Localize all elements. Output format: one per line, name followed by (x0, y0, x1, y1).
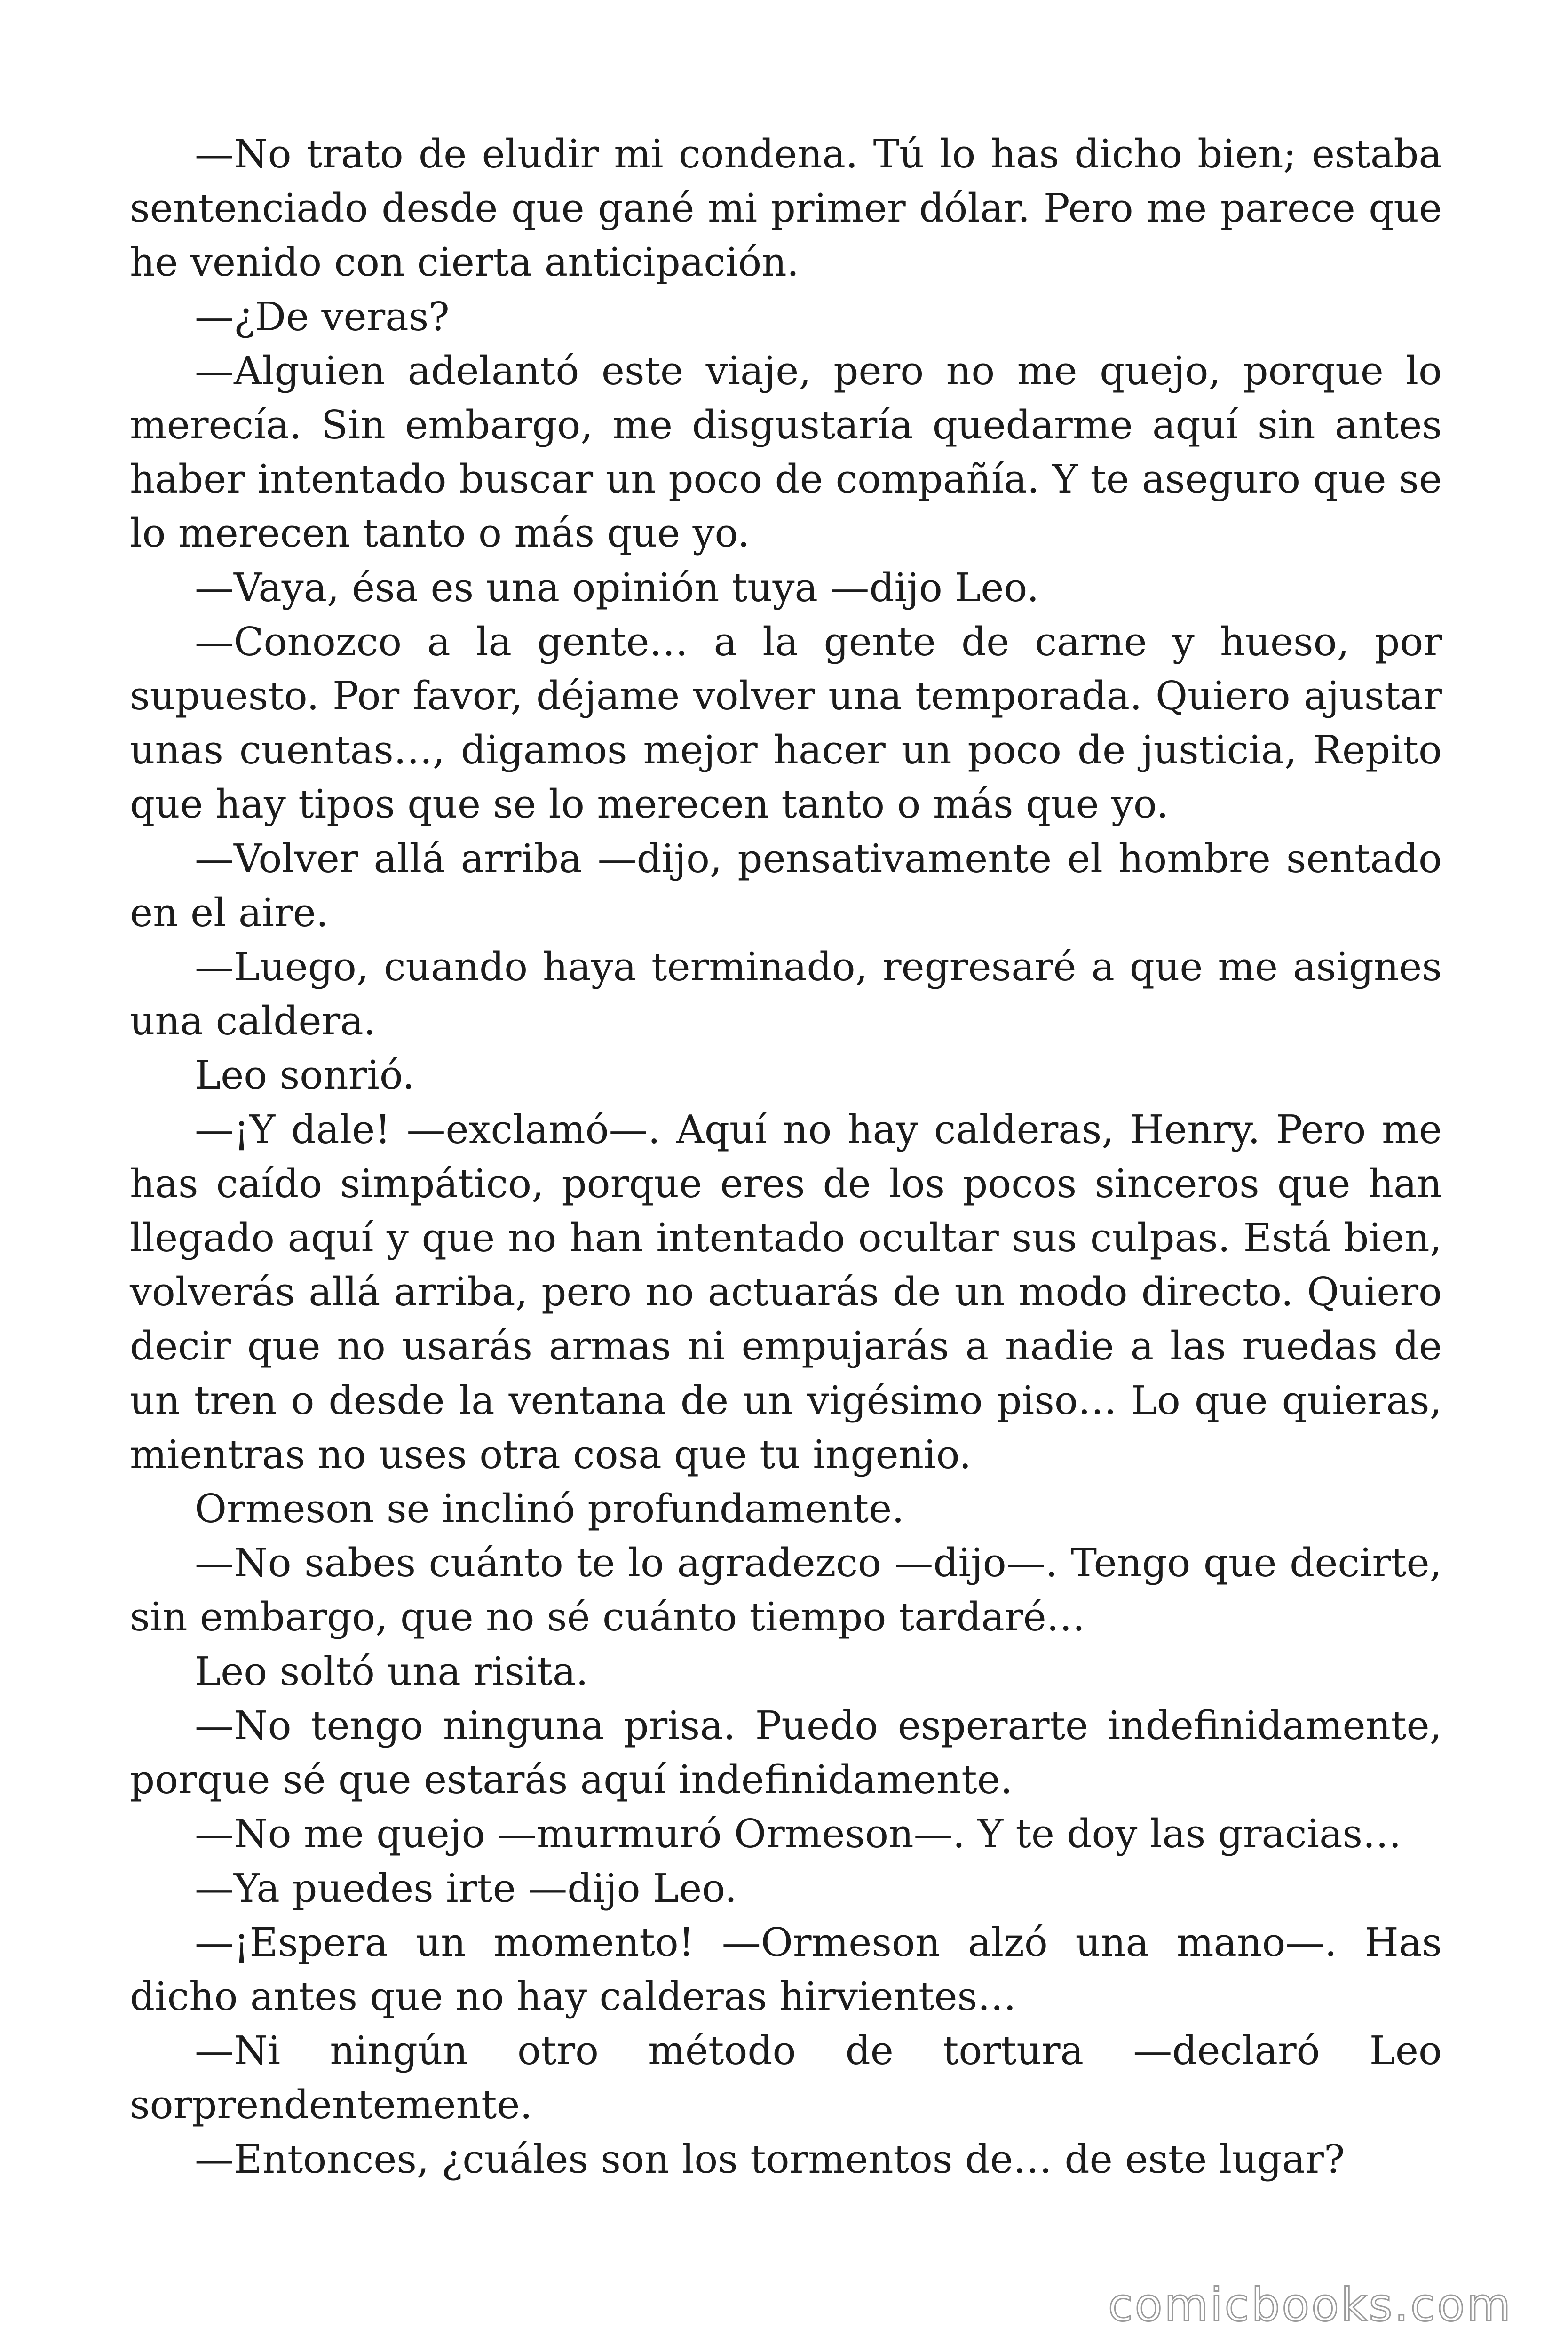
paragraph: Ormeson se inclinó profundamente. (195, 1486, 904, 1532)
paragraph: —No tengo ninguna prisa. Puedo esperarte indefinidamente, porque sé que estarás aquí indefinidamente. (130, 1702, 1442, 1803)
paragraph: —Alguien adelantó este viaje, pero no me quejo, porque lo merecía. Sin embargo, me disgustaría quedarme aquí sin antes haber intentado buscar un poco de compañía. Y te aseguro que se lo merecen tanto o más que yo. (130, 348, 1442, 556)
paragraph: —¡Espera un momento! —Ormeson alzó una mano—. Has dicho antes que no hay calderas hirvientes… (130, 1919, 1442, 2019)
paragraph: —Vaya, ésa es una opinión tuya —dijo Leo. (195, 564, 1039, 611)
page-text (130, 127, 1442, 2186)
paragraph: —Entonces, ¿cuáles son los tormentos de… de este lugar? (195, 2136, 1345, 2182)
paragraph: —Conozco a la gente… a la gente de carne y hueso, por supuesto. Por favor, déjame volver una temporada. Quiero ajustar unas cuentas…, digamos mejor hacer un poco de justicia, Repito que hay tipos que se lo merecen tanto o más que yo. (130, 619, 1442, 827)
paragraph: —¿De veras? (195, 294, 450, 340)
paragraph: —Volver allá arriba —dijo, pensativamente el hombre sentado en el aire. (130, 835, 1442, 936)
paragraph: —¡Y dale! —exclamó—. Aquí no hay calderas, Henry. Pero me has caído simpático, porque eres de los pocos sinceros que han llegado aquí y que no han intentado ocultar sus culpas. Está bien, volverás allá arriba, pero no actuarás de un modo directo. Quiero decir que no usarás armas ni empujarás a nadie a las ruedas de un tren o desde la ventana de un vigésimo piso… Lo que quieras, mientras no uses otra cosa que tu ingenio. (130, 1106, 1442, 1478)
paragraph: —Ni ningún otro método de tortura —declaró Leo sorprendentemente. (130, 2028, 1442, 2128)
paragraph: —Luego, cuando haya terminado, regresaré a que me asignes una caldera. (130, 944, 1442, 1044)
paragraph: —Ya puedes irte —dijo Leo. (195, 1865, 737, 1911)
paragraph: —No sabes cuánto te lo agradezco —dijo—. Tengo que decirte, sin embargo, que no sé cuánto tiempo tardaré… (130, 1540, 1442, 1640)
paragraph: Leo soltó una risita. (195, 1648, 588, 1694)
watermark: comicbooks.com (1108, 2279, 1513, 2331)
paragraph: —No me quejo —murmuró Ormeson—. Y te doy las gracias… (195, 1811, 1402, 1857)
paragraph: —No trato de eludir mi condena. Tú lo has dicho bien; estaba sentenciado desde que gané mi primer dólar. Pero me parece que he venido con cierta anticipación. (130, 131, 1442, 286)
paragraph: Leo sonrió. (195, 1052, 415, 1098)
